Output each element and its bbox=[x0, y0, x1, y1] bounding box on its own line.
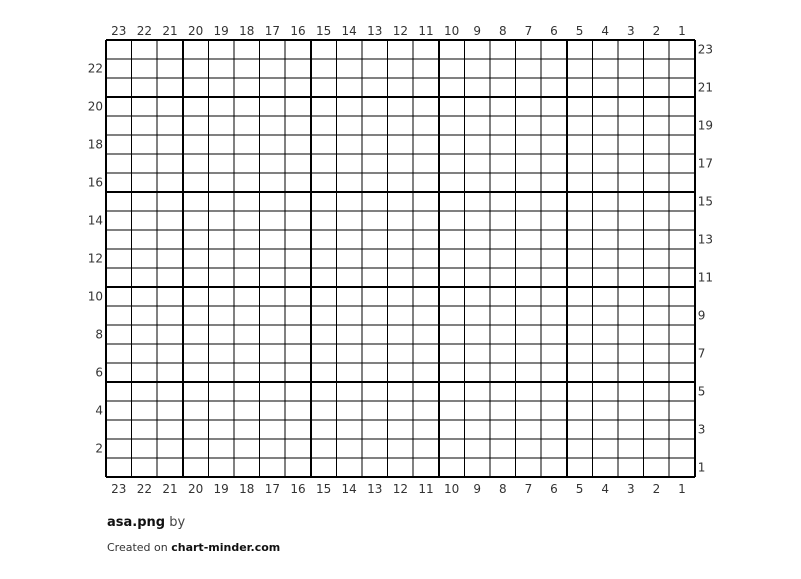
column-label-top: 2 bbox=[652, 24, 661, 38]
column-label-top: 22 bbox=[136, 24, 153, 38]
row-label-left: 22 bbox=[87, 61, 103, 76]
row-label-left: 8 bbox=[95, 327, 103, 342]
row-label-left: 18 bbox=[87, 137, 103, 152]
column-label-bottom: 16 bbox=[290, 482, 306, 496]
column-label-top: 23 bbox=[111, 24, 127, 38]
column-label-top: 10 bbox=[443, 24, 460, 38]
row-label-right: 21 bbox=[697, 80, 714, 95]
row-label-right: 9 bbox=[697, 308, 706, 323]
row-label-right: 7 bbox=[697, 346, 706, 361]
column-label-bottom: 13 bbox=[367, 482, 383, 496]
row-label-left: 6 bbox=[95, 365, 103, 380]
row-label-left: 4 bbox=[95, 403, 103, 418]
column-label-bottom: 2 bbox=[652, 482, 661, 496]
row-label-left: 20 bbox=[87, 99, 103, 114]
row-label-left: 2 bbox=[95, 441, 103, 456]
column-label-bottom: 22 bbox=[136, 482, 153, 496]
row-label-right: 11 bbox=[697, 270, 714, 285]
chart-title bbox=[107, 515, 185, 530]
column-label-bottom: 21 bbox=[162, 482, 178, 496]
column-label-bottom: 10 bbox=[443, 482, 460, 496]
chart-author-prefix: by bbox=[169, 515, 186, 530]
column-label-top: 6 bbox=[550, 24, 558, 38]
column-label-top: 8 bbox=[498, 24, 507, 38]
row-label-left: 12 bbox=[87, 251, 103, 266]
column-label-bottom: 9 bbox=[473, 482, 482, 496]
column-label-bottom: 20 bbox=[187, 482, 204, 496]
row-label-right: 13 bbox=[697, 232, 714, 247]
column-label-bottom: 11 bbox=[418, 482, 434, 496]
column-label-bottom: 12 bbox=[392, 482, 409, 496]
column-label-bottom: 17 bbox=[264, 482, 281, 496]
chart-filename: asa.png bbox=[107, 515, 166, 530]
column-label-bottom: 4 bbox=[601, 482, 610, 496]
column-label-top: 9 bbox=[473, 24, 482, 38]
column-label-top: 12 bbox=[392, 24, 409, 38]
column-label-top: 20 bbox=[187, 24, 204, 38]
column-label-top: 14 bbox=[341, 24, 357, 38]
site-name: chart-minder.com bbox=[171, 541, 281, 554]
column-label-top: 13 bbox=[367, 24, 383, 38]
row-label-right: 15 bbox=[697, 194, 714, 209]
row-label-right: 19 bbox=[697, 118, 714, 133]
column-label-top: 18 bbox=[239, 24, 255, 38]
column-label-bottom: 15 bbox=[315, 482, 332, 496]
column-label-bottom: 23 bbox=[111, 482, 127, 496]
row-label-right: 17 bbox=[697, 156, 714, 171]
row-label-right: 5 bbox=[697, 384, 706, 399]
created-on-label: Created on bbox=[107, 541, 168, 554]
row-label-left: 14 bbox=[87, 213, 103, 228]
column-label-bottom: 18 bbox=[239, 482, 255, 496]
column-label-top: 17 bbox=[264, 24, 281, 38]
column-label-top: 16 bbox=[290, 24, 306, 38]
column-label-top: 15 bbox=[315, 24, 332, 38]
column-label-top: 1 bbox=[678, 24, 686, 38]
column-label-bottom: 14 bbox=[341, 482, 357, 496]
column-label-top: 4 bbox=[601, 24, 610, 38]
column-label-top: 21 bbox=[162, 24, 178, 38]
column-label-bottom: 1 bbox=[678, 482, 686, 496]
column-label-bottom: 5 bbox=[575, 482, 584, 496]
row-label-right: 3 bbox=[697, 422, 706, 437]
column-label-bottom: 6 bbox=[550, 482, 558, 496]
column-label-top: 19 bbox=[213, 24, 229, 38]
column-label-top: 11 bbox=[418, 24, 434, 38]
column-label-top: 3 bbox=[626, 24, 635, 38]
chart-credit bbox=[107, 541, 280, 554]
row-label-right: 1 bbox=[697, 460, 706, 475]
column-label-bottom: 19 bbox=[213, 482, 229, 496]
column-label-bottom: 8 bbox=[498, 482, 507, 496]
row-label-left: 16 bbox=[87, 175, 103, 190]
column-label-top: 5 bbox=[575, 24, 584, 38]
column-label-bottom: 7 bbox=[524, 482, 533, 496]
row-label-right: 23 bbox=[697, 42, 714, 57]
row-label-left: 10 bbox=[87, 289, 103, 304]
column-label-bottom: 3 bbox=[626, 482, 635, 496]
column-label-top: 7 bbox=[524, 24, 533, 38]
